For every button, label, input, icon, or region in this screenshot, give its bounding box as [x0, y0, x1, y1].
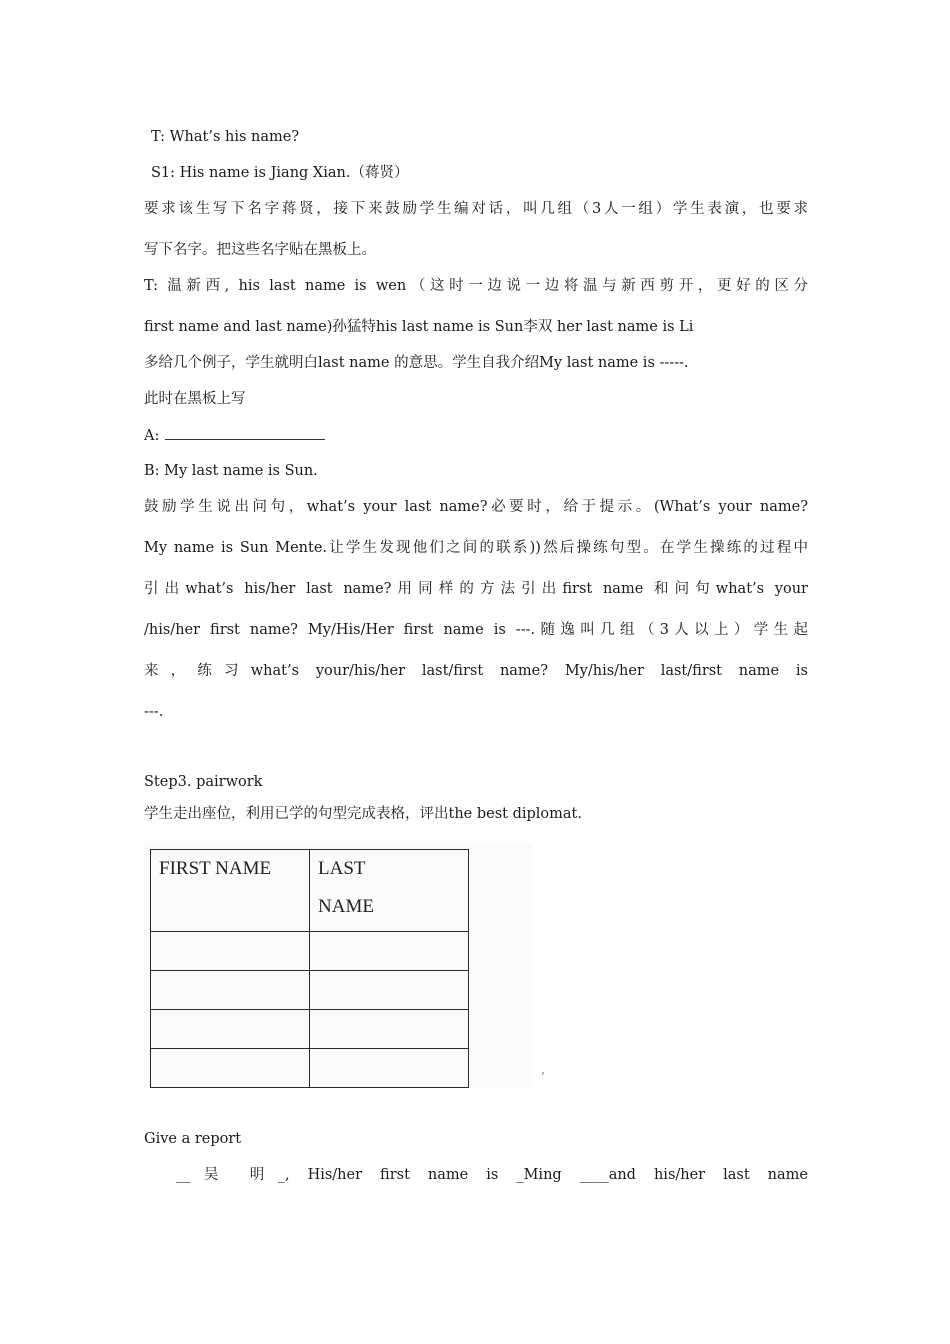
table-cell[interactable]: [151, 971, 310, 1010]
table-cell[interactable]: [310, 971, 469, 1010]
teacher-example-line-3: 多给几个例子，学生就明白last name 的意思。学生自我介绍My last name is -----.: [144, 355, 689, 371]
table-cell[interactable]: [151, 1049, 310, 1088]
practice-paragraph-line-6: ---.: [144, 704, 164, 720]
table-row: [151, 1049, 469, 1088]
table-cell[interactable]: [151, 1010, 310, 1049]
table-row: [151, 932, 469, 971]
instruction-paragraph-line-2: 写下名字。把这些名字贴在黑板上。: [144, 242, 376, 258]
dialogue-a-label: A:: [144, 428, 160, 444]
dialogue-b-line: B: My last name is Sun.: [144, 463, 318, 479]
teacher-example-line-1: T: 温新西, his last name is wen（这时一边说一边将温与新西剪开，更好的区分: [144, 278, 808, 294]
table-cell[interactable]: [310, 1010, 469, 1049]
practice-paragraph-line-2: My name is Sun Mente.让学生发现他们之间的联系))然后操练句型。在学生操练的过程中: [144, 540, 808, 556]
report-sentence: __吴 明_, His/her first name is _Ming ____and his/her last name: [176, 1167, 808, 1183]
name-table: [150, 849, 469, 1088]
dialogue-teacher-question: T: What’s his name?: [151, 129, 300, 145]
table-header-row: [151, 850, 469, 932]
answer-blank: [165, 425, 325, 440]
name-table-image: [144, 843, 532, 1089]
table-row: [151, 1010, 469, 1049]
teacher-example-line-2: first name and last name)孙猛特his last name is Sun李双 her last name is Li: [144, 319, 694, 335]
dialogue-a-line: [144, 425, 808, 446]
blackboard-note: 此时在黑板上写: [144, 391, 246, 407]
table-cell[interactable]: [310, 932, 469, 971]
table-cell[interactable]: [310, 1049, 469, 1088]
practice-paragraph-line-3: 引出what’s his/her last name?用同样的方法引出first name 和问句what’s your: [144, 581, 808, 597]
table-cell[interactable]: [151, 932, 310, 971]
practice-paragraph-line-5: 来，练习what’s your/his/her last/first name? My/his/her last/first name is: [144, 663, 808, 679]
practice-paragraph-line-4: /his/her first name? My/His/Her first name is ---.随逸叫几组（3人以上）学生起: [144, 622, 808, 638]
step3-instruction: 学生走出座位，利用已学的句型完成表格，评出the best diplomat.: [144, 806, 582, 822]
stray-mark: ‘: [541, 1070, 545, 1083]
table-row: [151, 971, 469, 1010]
header-last-name: LAST NAME: [310, 850, 469, 932]
report-heading: Give a report: [144, 1131, 242, 1147]
practice-paragraph-line-1: 鼓励学生说出问句，what’s your last name?必要时，给于提示。(What’s your name?: [144, 499, 808, 515]
header-first-name: FIRST NAME: [151, 850, 310, 932]
instruction-paragraph-line-1: 要求该生写下名字蒋贤，接下来鼓励学生编对话，叫几组（3人一组）学生表演，也要求: [144, 201, 808, 217]
step3-heading: Step3. pairwork: [144, 774, 263, 790]
dialogue-student-answer: S1: His name is Jiang Xian.（蒋贤）: [151, 165, 409, 181]
